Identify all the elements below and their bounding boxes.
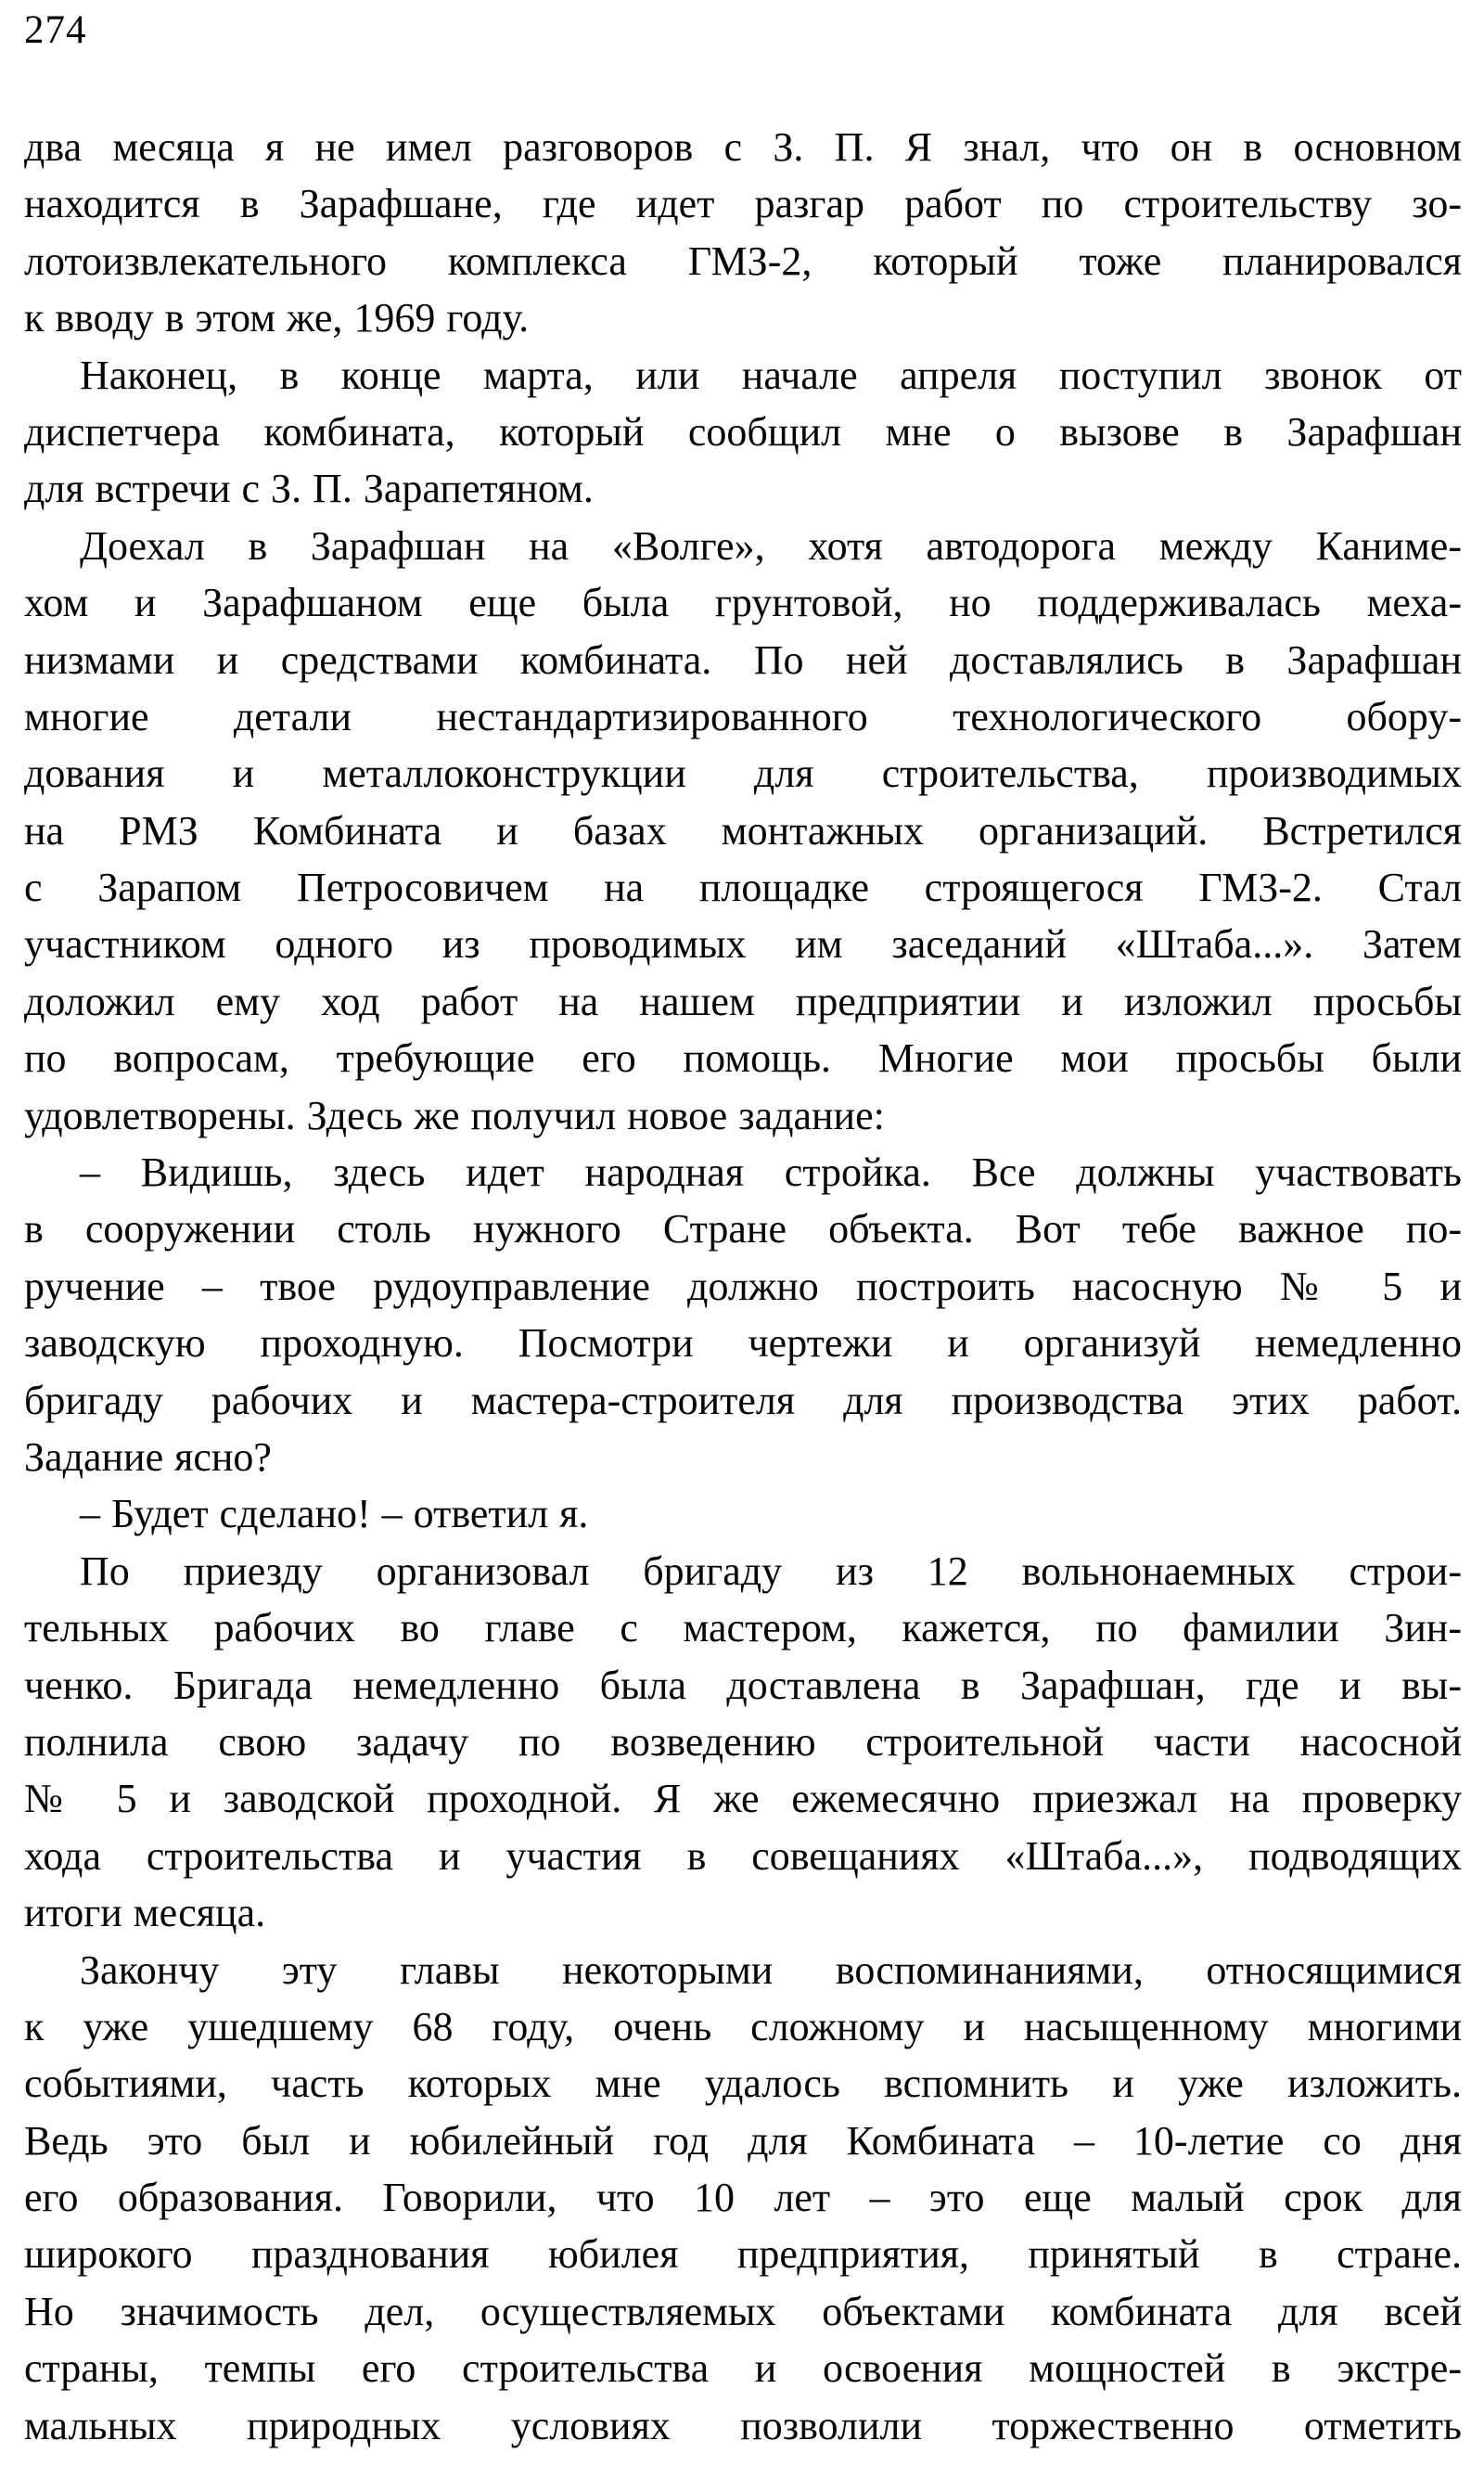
paragraph: [24, 1485, 1462, 1542]
paragraph: [24, 518, 1462, 1144]
text-line: Ведь это был и юбилейный год для Комбината – 10-летие со дня: [24, 2117, 1462, 2164]
text-line: Закончу эту главы некоторыми воспоминаниями, относящимися: [80, 1946, 1462, 1993]
text-line: бригаду рабочих и мастера-строителя для производства этих работ.: [24, 1377, 1462, 1423]
paragraph: [24, 1942, 1462, 2455]
text-line: № 5 и заводской проходной. Я же ежемесячно приезжал на проверку: [24, 1776, 1462, 1822]
paragraph: [24, 1144, 1462, 1485]
text-line: с Зарапом Петросовичем на площадке строящегося ГМЗ-2. Стал: [24, 865, 1462, 911]
text-line: тельных рабочих во главе с мастером, кажется, по фамилии Зин-: [24, 1605, 1462, 1651]
text-line: событиями, часть которых мне удалось вспомнить и уже изложить.: [24, 2061, 1462, 2107]
text-line: в сооружении столь нужного Стране объекта. Вот тебе важное по-: [24, 1206, 1462, 1252]
text-line: итоги месяца.: [24, 1890, 266, 1936]
text-line: хом и Зарафшаном еще была грунтовой, но поддерживалась меха-: [24, 580, 1462, 626]
text-line: мальных природных условиях позволили торжественно отметить: [24, 2402, 1462, 2448]
text-line: на РМЗ Комбината и базах монтажных организаций. Встретился: [24, 807, 1462, 854]
page-number: 274: [24, 8, 87, 52]
text-line: к вводу в этом же, 1969 году.: [24, 295, 530, 341]
text-line: удовлетворены. Здесь же получил новое задание:: [24, 1092, 885, 1138]
text-line: участником одного из проводимых им заседаний «Штаба...». Затем: [24, 921, 1462, 968]
text-line: хода строительства и участия в совещаниях «Штаба...», подводящих: [24, 1832, 1462, 1879]
text-line: страны, темпы его строительства и освоения мощностей в экстре-: [24, 2345, 1462, 2392]
text-line: Задание ясно?: [24, 1433, 272, 1480]
text-line: к уже ушедшему 68 году, очень сложному и насыщенному многими: [24, 2003, 1462, 2049]
paragraph: [24, 1543, 1462, 1942]
text-line: широкого празднования юбилея предприятия, принятый в стране.: [24, 2231, 1462, 2278]
text-line: многие детали нестандартизированного технологического обору-: [24, 693, 1462, 739]
text-line: ручение – твое рудоуправление должно построить насосную № 5 и: [24, 1263, 1462, 1309]
text-line: доложил ему ход работ на нашем предприятии и изложил просьбы: [24, 978, 1462, 1024]
text-line: Но значимость дел, осуществляемых объектами комбината для всей: [24, 2288, 1462, 2334]
paragraph: [24, 119, 1462, 347]
text-line: лотоизвлекательного комплекса ГМЗ-2, который тоже планировался: [24, 238, 1462, 284]
text-line: диспетчера комбината, который сообщил мне о вызове в Зарафшан: [24, 408, 1462, 455]
text-line: Наконец, в конце марта, или начале апреля поступил звонок от: [80, 352, 1462, 398]
text-line: находится в Зарафшане, где идет разгар работ по строительству зо-: [24, 181, 1462, 227]
text-line: заводскую проходную. Посмотри чертежи и организуй немедленно: [24, 1320, 1462, 1367]
text-line: по вопросам, требующие его помощь. Многие мои просьбы были: [24, 1035, 1462, 1082]
text-line: По приезду организовал бригаду из 12 вольнонаемных строи-: [80, 1548, 1462, 1594]
text-line: – Видишь, здесь идет народная стройка. Все должны участвовать: [80, 1150, 1462, 1196]
text-column: [24, 119, 1462, 2454]
text-line: полнила свою задачу по возведению строительной части насосной: [24, 1718, 1462, 1765]
text-line: ченко. Бригада немедленно была доставлена в Зарафшан, где и вы-: [24, 1662, 1462, 1708]
text-line: два месяца я не имел разговоров с З. П. Я знал, что он в основном: [24, 124, 1462, 170]
paragraph: [24, 347, 1462, 518]
text-line: – Будет сделано! – ответил я.: [80, 1491, 589, 1537]
text-line: Доехал в Зарафшан на «Волге», хотя автодорога между Каниме-: [80, 522, 1462, 569]
text-line: для встречи с З. П. Зарапетяном.: [24, 466, 594, 512]
text-line: низмами и средствами комбината. По ней доставлялись в Зарафшан: [24, 636, 1462, 683]
text-line: его образования. Говорили, что 10 лет – это еще малый срок для: [24, 2175, 1462, 2221]
text-line: дования и металлоконструкции для строительства, производимых: [24, 751, 1462, 797]
